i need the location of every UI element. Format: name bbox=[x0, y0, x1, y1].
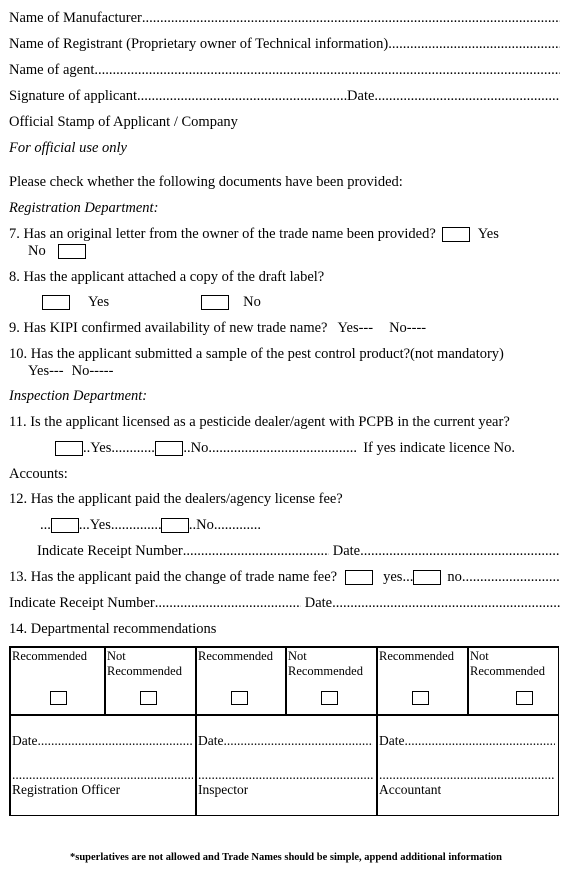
accounts-signature-line[interactable] bbox=[379, 767, 555, 783]
q8-yes-checkbox[interactable] bbox=[42, 295, 70, 310]
q7-no-label: No bbox=[28, 243, 46, 259]
inspection-date-field[interactable]: Date ..... bbox=[198, 733, 373, 749]
question-11-options bbox=[55, 439, 515, 457]
q12-yes-checkbox[interactable] bbox=[51, 518, 79, 533]
q13-date-label: Date bbox=[304, 595, 333, 611]
q13-yes-checkbox[interactable] bbox=[345, 570, 373, 585]
agent-field[interactable] bbox=[9, 61, 560, 79]
official-use-label: For official use only bbox=[9, 140, 127, 156]
q9-yes-label[interactable]: Yes--- bbox=[337, 320, 374, 336]
q12-lead: ... bbox=[40, 517, 51, 533]
accounts-date-field[interactable]: Date ..... bbox=[379, 733, 555, 749]
question-9-text: 9. Has KIPI confirmed availability of new trade name? bbox=[9, 320, 328, 336]
accounts-recommended-label: Recommended bbox=[379, 649, 454, 663]
registrant-label: Name of Registrant (Proprietary owner of Technical information) bbox=[9, 36, 389, 52]
recommendations-table bbox=[9, 646, 559, 816]
q8-no-checkbox[interactable] bbox=[201, 295, 229, 310]
q12-no-checkbox[interactable] bbox=[161, 518, 189, 533]
agent-label: Name of agent bbox=[9, 62, 95, 78]
accounts-not-recommended-checkbox[interactable] bbox=[516, 691, 533, 705]
question-7 bbox=[9, 225, 499, 243]
accounts-heading: Accounts: bbox=[9, 466, 68, 482]
signature-field[interactable] bbox=[9, 87, 560, 105]
manufacturer-label: Name of Manufacturer bbox=[9, 10, 142, 26]
question-13-text: 13. Has the applicant paid the change of trade name fee? bbox=[9, 569, 338, 585]
q12-receipt-row[interactable] bbox=[37, 542, 560, 560]
registration-department-heading: Registration Department: bbox=[9, 200, 159, 216]
q11-licence-label: If yes indicate licence No. bbox=[363, 440, 515, 456]
inspection-recommended-checkbox[interactable] bbox=[231, 691, 248, 705]
question-10-options bbox=[28, 362, 113, 380]
inspection-not-recommended-label: Not Recommended bbox=[288, 649, 363, 678]
q8-no-label: No bbox=[243, 294, 261, 310]
registration-date-field[interactable]: Date ..... bbox=[12, 733, 193, 749]
question-12-options bbox=[40, 516, 262, 534]
question-11-text: 11. Is the applicant licensed as a pesticide dealer/agent with PCPB in the current year? bbox=[9, 414, 510, 430]
q8-yes-label: Yes bbox=[88, 294, 110, 310]
q7-no-checkbox[interactable] bbox=[58, 244, 86, 259]
registrant-field[interactable] bbox=[9, 35, 560, 53]
inspection-recommended-label: Recommended bbox=[198, 649, 273, 663]
question-7-text: 7. Has an original letter from the owner of the trade name been provided? bbox=[9, 226, 436, 242]
question-8-options bbox=[42, 293, 261, 311]
inspection-department-heading: Inspection Department: bbox=[9, 388, 148, 404]
q12-date-label: Date bbox=[332, 543, 361, 559]
inspection-not-recommended-checkbox[interactable] bbox=[321, 691, 338, 705]
q7-yes-label: Yes bbox=[477, 226, 499, 242]
q11-yes-checkbox[interactable] bbox=[55, 441, 83, 456]
question-7-no-row bbox=[28, 242, 86, 260]
q13-no-checkbox[interactable] bbox=[413, 570, 441, 585]
signature-date-label: Date bbox=[347, 88, 375, 104]
accounts-not-recommended-label: Not Recommended bbox=[470, 649, 545, 678]
inspection-signature-line[interactable] bbox=[198, 767, 373, 783]
registration-not-recommended-label: Not Recommended bbox=[107, 649, 182, 678]
q10-no-label[interactable]: No----- bbox=[71, 363, 114, 379]
q13-yes-label: yes... bbox=[383, 569, 414, 585]
q11-no-label: ..No bbox=[183, 440, 209, 456]
registration-recommended-checkbox[interactable] bbox=[50, 691, 67, 705]
question-10-text: 10. Has the applicant submitted a sample of the pest control product?(not mandatory) bbox=[9, 346, 504, 362]
registration-not-recommended-checkbox[interactable] bbox=[140, 691, 157, 705]
signature-label: Signature of applicant bbox=[9, 88, 138, 104]
q11-no-checkbox[interactable] bbox=[155, 441, 183, 456]
question-12-text: 12. Has the applicant paid the dealers/agency license fee? bbox=[9, 491, 343, 507]
q10-yes-label[interactable]: Yes--- bbox=[28, 363, 64, 379]
inspector-label: Inspector bbox=[198, 782, 249, 797]
registration-officer-label: Registration Officer bbox=[12, 782, 121, 797]
registration-signature-line[interactable] bbox=[12, 767, 193, 783]
question-14-text: 14. Departmental recommendations bbox=[9, 621, 217, 637]
question-9 bbox=[9, 319, 426, 337]
q12-no-label: ..No bbox=[188, 517, 214, 533]
intro-text: Please check whether the following documents have been provided: bbox=[9, 174, 403, 190]
accounts-recommended-checkbox[interactable] bbox=[412, 691, 429, 705]
registration-recommended-label: Recommended bbox=[12, 649, 87, 663]
question-8-text: 8. Has the applicant attached a copy of the draft label? bbox=[9, 269, 325, 285]
q11-yes-label: ..Yes bbox=[83, 440, 112, 456]
q9-no-label[interactable]: No---- bbox=[389, 320, 427, 336]
manufacturer-field[interactable] bbox=[9, 9, 560, 27]
accountant-label: Accountant bbox=[379, 782, 442, 797]
q13-receipt-label: Indicate Receipt Number bbox=[9, 595, 155, 611]
q13-receipt-row[interactable] bbox=[9, 594, 560, 612]
footnote: *superlatives are not allowed and Trade Names should be simple, append additional information bbox=[69, 852, 502, 863]
q7-yes-checkbox[interactable] bbox=[442, 227, 470, 242]
q12-yes-label: ...Yes bbox=[78, 517, 111, 533]
q12-receipt-label: Indicate Receipt Number bbox=[37, 543, 183, 559]
official-stamp-label: Official Stamp of Applicant / Company bbox=[9, 114, 238, 130]
question-13 bbox=[9, 568, 559, 586]
q13-no-label: no bbox=[447, 569, 462, 585]
